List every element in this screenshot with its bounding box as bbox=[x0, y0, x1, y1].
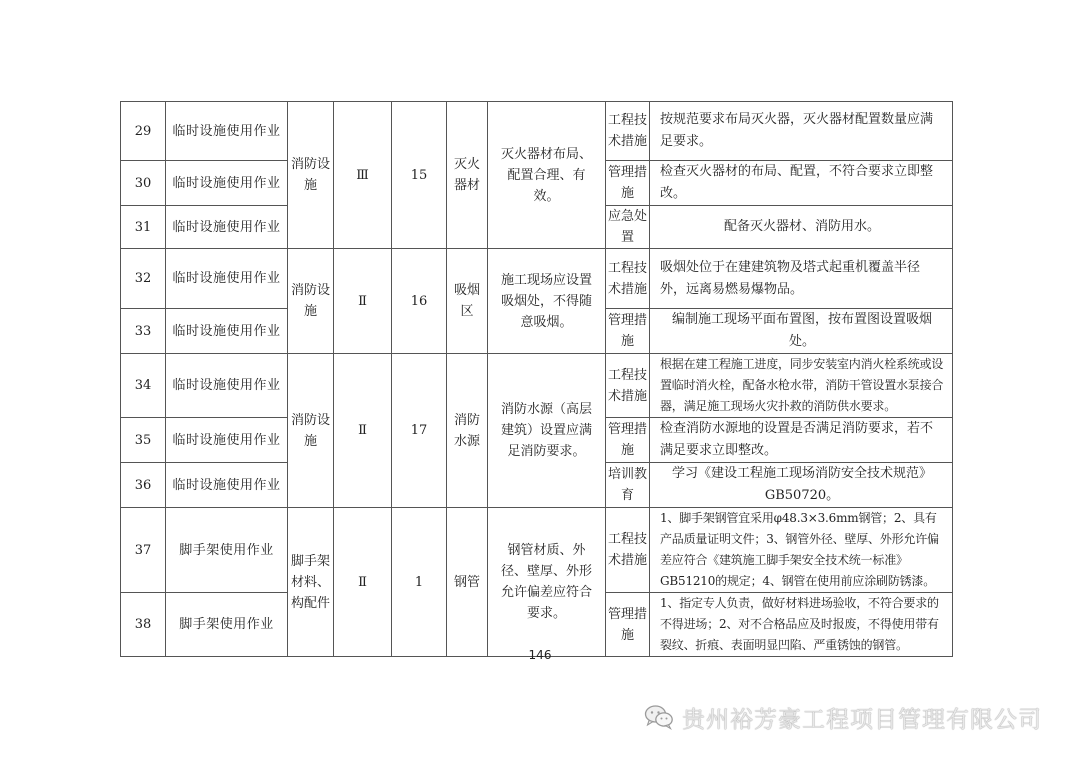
inspection-item: 钢管 bbox=[447, 508, 488, 657]
row-number: 36 bbox=[121, 463, 166, 508]
measure-type: 工程技术措施 bbox=[606, 249, 650, 309]
inspection-item: 消防水源 bbox=[447, 354, 488, 508]
item-number: 16 bbox=[392, 249, 447, 354]
risk-level: Ⅱ bbox=[334, 249, 392, 354]
row-number: 38 bbox=[121, 593, 166, 657]
task-name: 脚手架使用作业 bbox=[166, 593, 288, 657]
risk-level: Ⅱ bbox=[334, 354, 392, 508]
inspection-item: 吸烟区 bbox=[447, 249, 488, 354]
measure-content: 学习《建设工程施工现场消防安全技术规范》GB50720。 bbox=[650, 463, 953, 508]
measure-content: 编制施工现场平面布置图，按布置图设置吸烟处。 bbox=[650, 309, 953, 354]
task-name: 临时设施使用作业 bbox=[166, 161, 288, 206]
table-row bbox=[121, 249, 953, 309]
task-name: 临时设施使用作业 bbox=[166, 309, 288, 354]
measure-type: 管理措施 bbox=[606, 593, 650, 657]
category: 消防设施 bbox=[288, 102, 334, 249]
measure-type: 工程技术措施 bbox=[606, 102, 650, 161]
page-number: 146 bbox=[528, 648, 552, 662]
wechat-icon bbox=[644, 704, 674, 730]
measure-type: 管理措施 bbox=[606, 418, 650, 463]
row-number: 29 bbox=[121, 102, 166, 161]
row-number: 35 bbox=[121, 418, 166, 463]
task-name: 临时设施使用作业 bbox=[166, 249, 288, 309]
category: 消防设施 bbox=[288, 354, 334, 508]
category: 消防设施 bbox=[288, 249, 334, 354]
table-row bbox=[121, 354, 953, 418]
table-row bbox=[121, 508, 953, 593]
row-number: 33 bbox=[121, 309, 166, 354]
measure-content: 吸烟处位于在建建筑物及塔式起重机覆盖半径外，远离易燃易爆物品。 bbox=[650, 249, 953, 309]
measure-content: 根据在建工程施工进度，同步安装室内消火栓系统或设置临时消火栓，配备水枪水带，消防干管设置水泵接合器，满足施工现场火灾扑救的消防供水要求。 bbox=[650, 354, 953, 418]
row-number: 31 bbox=[121, 206, 166, 249]
risk-level: Ⅲ bbox=[334, 102, 392, 249]
item-number: 15 bbox=[392, 102, 447, 249]
row-number: 34 bbox=[121, 354, 166, 418]
measure-type: 培训教育 bbox=[606, 463, 650, 508]
hazard-control-table bbox=[120, 101, 953, 657]
publisher-watermark bbox=[644, 700, 1042, 734]
task-name: 临时设施使用作业 bbox=[166, 463, 288, 508]
row-number: 30 bbox=[121, 161, 166, 206]
measure-type: 工程技术措施 bbox=[606, 354, 650, 418]
requirement: 施工现场应设置吸烟处，不得随意吸烟。 bbox=[488, 249, 606, 354]
item-number: 1 bbox=[392, 508, 447, 657]
row-number: 37 bbox=[121, 508, 166, 593]
risk-level: Ⅱ bbox=[334, 508, 392, 657]
measure-type: 工程技术措施 bbox=[606, 508, 650, 593]
measure-content: 1、指定专人负责，做好材料进场验收，不符合要求的不得进场；2、对不合格品应及时报废，不得使用带有裂纹、折痕、表面明显凹陷、严重锈蚀的钢管。 bbox=[650, 593, 953, 657]
measure-content: 1、脚手架钢管宜采用φ48.3×3.6mm钢管；2、具有产品质量证明文件；3、钢管外径、壁厚、外形允许偏差应符合《建筑施工脚手架安全技术统一标准》GB51210的规定；4、钢管在使用前应涂刷防锈漆。 bbox=[650, 508, 953, 593]
measure-content: 检查灭火器材的布局、配置，不符合要求立即整改。 bbox=[650, 161, 953, 206]
measure-content: 配备灭火器材、消防用水。 bbox=[650, 206, 953, 249]
table-row bbox=[121, 102, 953, 161]
task-name: 临时设施使用作业 bbox=[166, 418, 288, 463]
requirement: 钢管材质、外径、壁厚、外形允许偏差应符合要求。 bbox=[488, 508, 606, 657]
task-name: 临时设施使用作业 bbox=[166, 206, 288, 249]
row-number: 32 bbox=[121, 249, 166, 309]
watermark-text: 贵州裕芳豪工程项目管理有限公司 bbox=[682, 706, 1042, 733]
category: 脚手架材料、构配件 bbox=[288, 508, 334, 657]
measure-type: 管理措施 bbox=[606, 161, 650, 206]
task-name: 脚手架使用作业 bbox=[166, 508, 288, 593]
requirement: 灭火器材布局、配置合理、有效。 bbox=[488, 102, 606, 249]
measure-type: 管理措施 bbox=[606, 309, 650, 354]
measure-type: 应急处置 bbox=[606, 206, 650, 249]
requirement: 消防水源（高层建筑）设置应满足消防要求。 bbox=[488, 354, 606, 508]
task-name: 临时设施使用作业 bbox=[166, 354, 288, 418]
task-name: 临时设施使用作业 bbox=[166, 102, 288, 161]
item-number: 17 bbox=[392, 354, 447, 508]
measure-content: 按规范要求布局灭火器，灭火器材配置数量应满足要求。 bbox=[650, 102, 953, 161]
measure-content: 检查消防水源地的设置是否满足消防要求，若不满足要求立即整改。 bbox=[650, 418, 953, 463]
inspection-item: 灭火器材 bbox=[447, 102, 488, 249]
